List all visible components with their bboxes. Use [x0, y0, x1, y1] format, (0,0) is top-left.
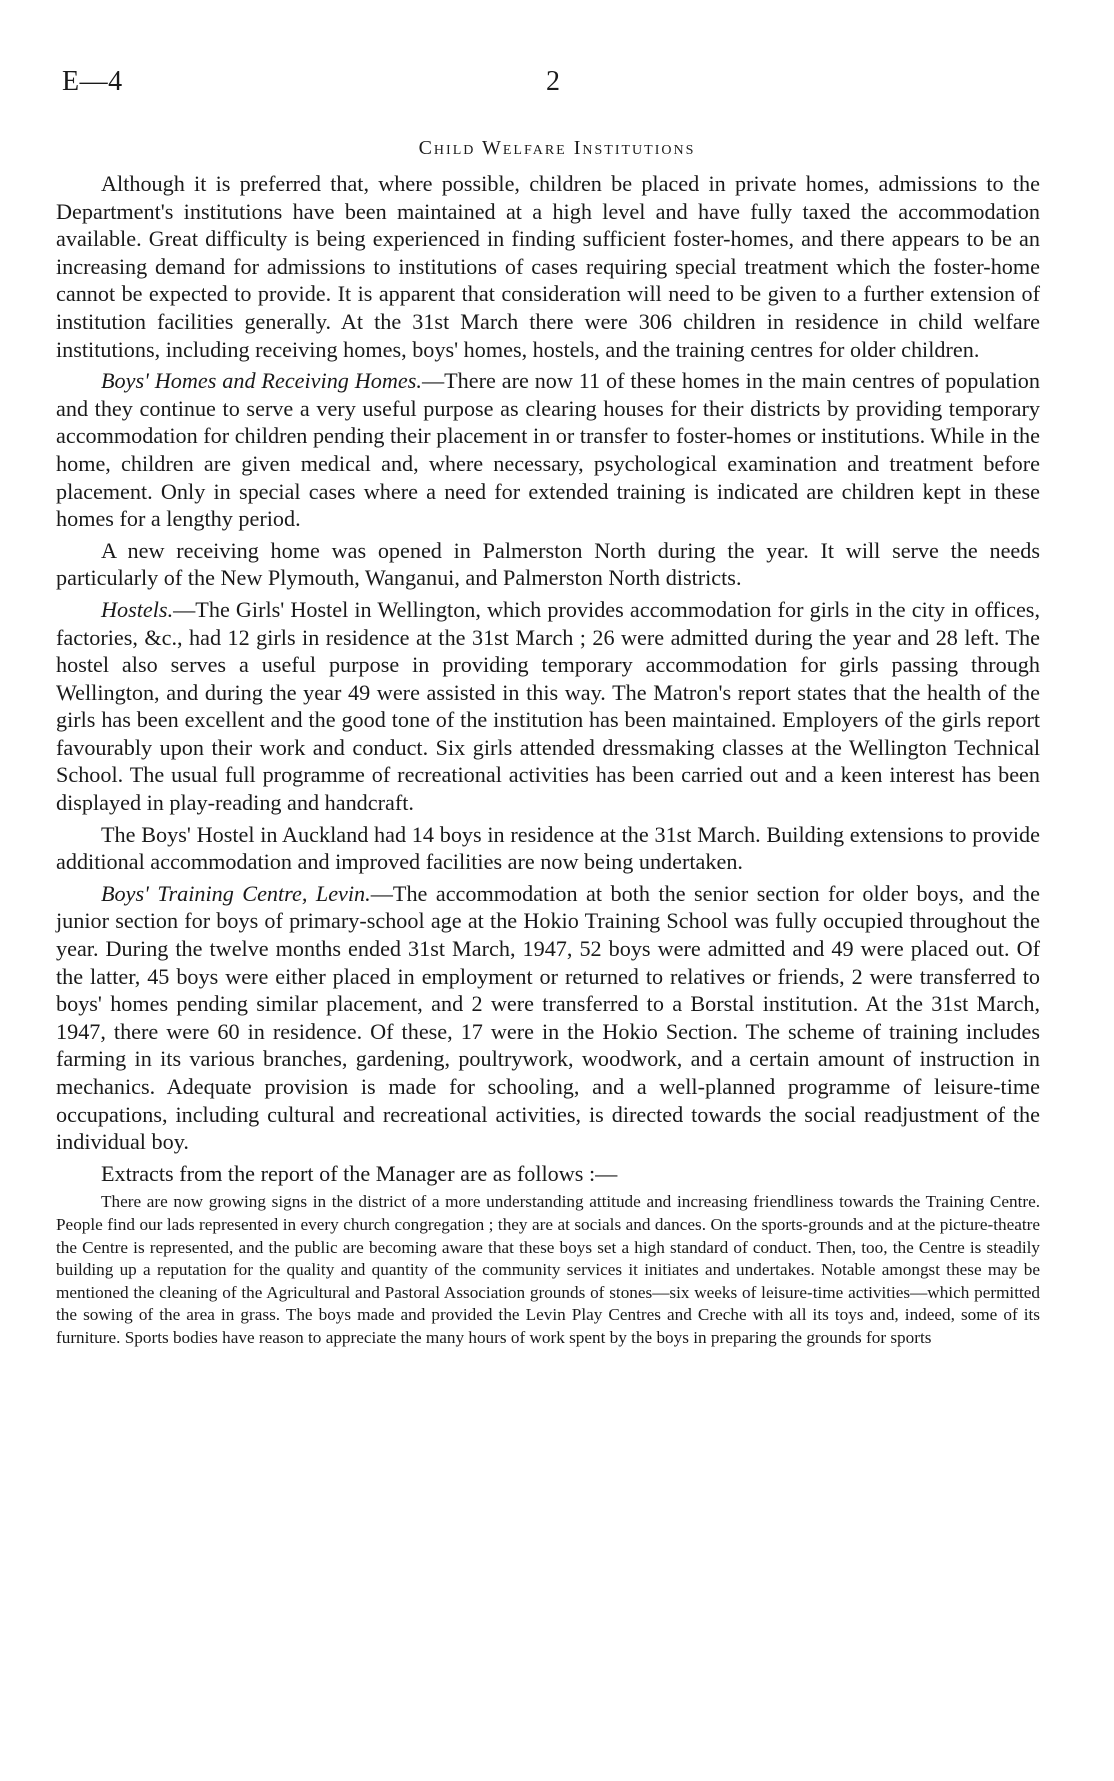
boys-homes-paragraph	[56, 367, 1040, 533]
hostels-heading: Hostels.	[101, 596, 174, 622]
report-reference: E—4	[62, 66, 123, 97]
body-text	[56, 170, 1040, 1354]
hostels-paragraph	[56, 596, 1040, 817]
boys-hostel-paragraph: The Boys' Hostel in Auckland had 14 boys in residence at the 31st March. Building extensions to provide additional accommodation and improved facilities are now being undertaken.	[56, 821, 1040, 875]
extracts-intro: Extracts from the report of the Manager are as follows :—	[101, 1160, 618, 1186]
boys-homes-heading: Boys' Homes and Receiving Homes.	[101, 368, 422, 394]
page-number: 2	[546, 66, 560, 97]
intro-paragraph: Although it is preferred that, where possible, children be placed in private homes, admissions to the Department's institutions have been maintained at a high level and have fully taxed the accommodation available. Great difficulty is being experienced in finding sufficient foster-homes, and there appears to be an increasing demand for admissions to institutions of cases requiring special treatment which the foster-home cannot be expected to provide. It is apparent that consideration will need to be given to a further extension of institution facilities generally. At the 31st March there were 306 children in residence in child welfare institutions, including receiving homes, boys' homes, hostels, and the training centres for older children.	[56, 171, 1040, 362]
manager-report-extract: There are now growing signs in the district of a more understanding attitude and increasing friendliness towards the Training Centre. People find our lads represented in every church congregation ; they are at socials and dances. On the sports-grounds and at the picture-theatre the Centre is represented, and the public are becoming aware that these boys set a high standard of conduct. Then, too, the Centre is steadily building up a reputation for the quality and quantity of the community services it initiates and undertakes. Notable amongst these may be mentioned the cleaning of the Agricultural and Pastoral Association grounds of stones—six weeks of leisure-time activities—which permitted the sowing of the area in grass. The boys made and provided the Levin Play Centres and Creche with all its toys and, indeed, some of its furniture. Sports bodies have reason to appreciate the many hours of work spent by the boys in preparing the grounds for sports	[56, 1192, 1040, 1347]
training-centre-text: —The accommodation at both the senior section for older boys, and the junior section for boys of primary-school age at the Hokio Training School was fully occupied throughout the year. During the twelve months ended 31st March, 1947, 52 boys were admitted and 49 were placed out. Of the latter, 45 boys were either placed in employment or returned to relatives or friends, 2 were transferred to boys' homes pending similar placement, and 2 were transferred to a Borstal institution. At the 31st March, 1947, there were 60 in residence. Of these, 17 were in the Hokio Section. The scheme of training includes farming in its various branches, gardening, poultrywork, woodwork, and a certain amount of instruction in mechanics. Adequate provision is made for schooling, and a well-planned programme of leisure-time occupations, including cultural and recreational activities, is directed towards the social readjustment of the individual boy.	[56, 880, 1040, 1155]
boys-homes-text: —There are now 11 of these homes in the main centres of population and they continue to serve a very useful purpose as clearing houses for their districts by providing temporary accommodation for children pending their placement in or transfer to foster-homes or institutions. While in the home, children are given medical and, where necessary, psychological examination and treatment before placement. Only in special cases where a need for extended training is indicated are children kept in these homes for a lengthy period.	[56, 368, 1040, 532]
training-centre-paragraph	[56, 880, 1040, 1156]
new-home-paragraph: A new receiving home was opened in Palmerston North during the year. It will serve the needs particularly of the New Plymouth, Wanganui, and Palmerston North districts.	[56, 537, 1040, 591]
section-title: Child Welfare Institutions	[418, 137, 696, 159]
training-centre-heading: Boys' Training Centre, Levin.	[101, 880, 371, 906]
hostels-text: —The Girls' Hostel in Wellington, which provides accommodation for girls in the city in offices, factories, &c., had 12 girls in residence at the 31st March ; 26 were admitted during the year and 28 left. The hostel also serves a useful purpose in providing temporary accommodation for girls passing through Wellington, and during the year 49 were assisted in this way. The Matron's report states that the health of the girls has been excellent and the good tone of the institution has been maintained. Employers of the girls report favourably upon their work and conduct. Six girls attended dressmaking classes at the Wellington Technical School. The usual full programme of recreational activities has been carried out and a keen interest has been displayed in play-reading and handcraft.	[56, 596, 1040, 816]
